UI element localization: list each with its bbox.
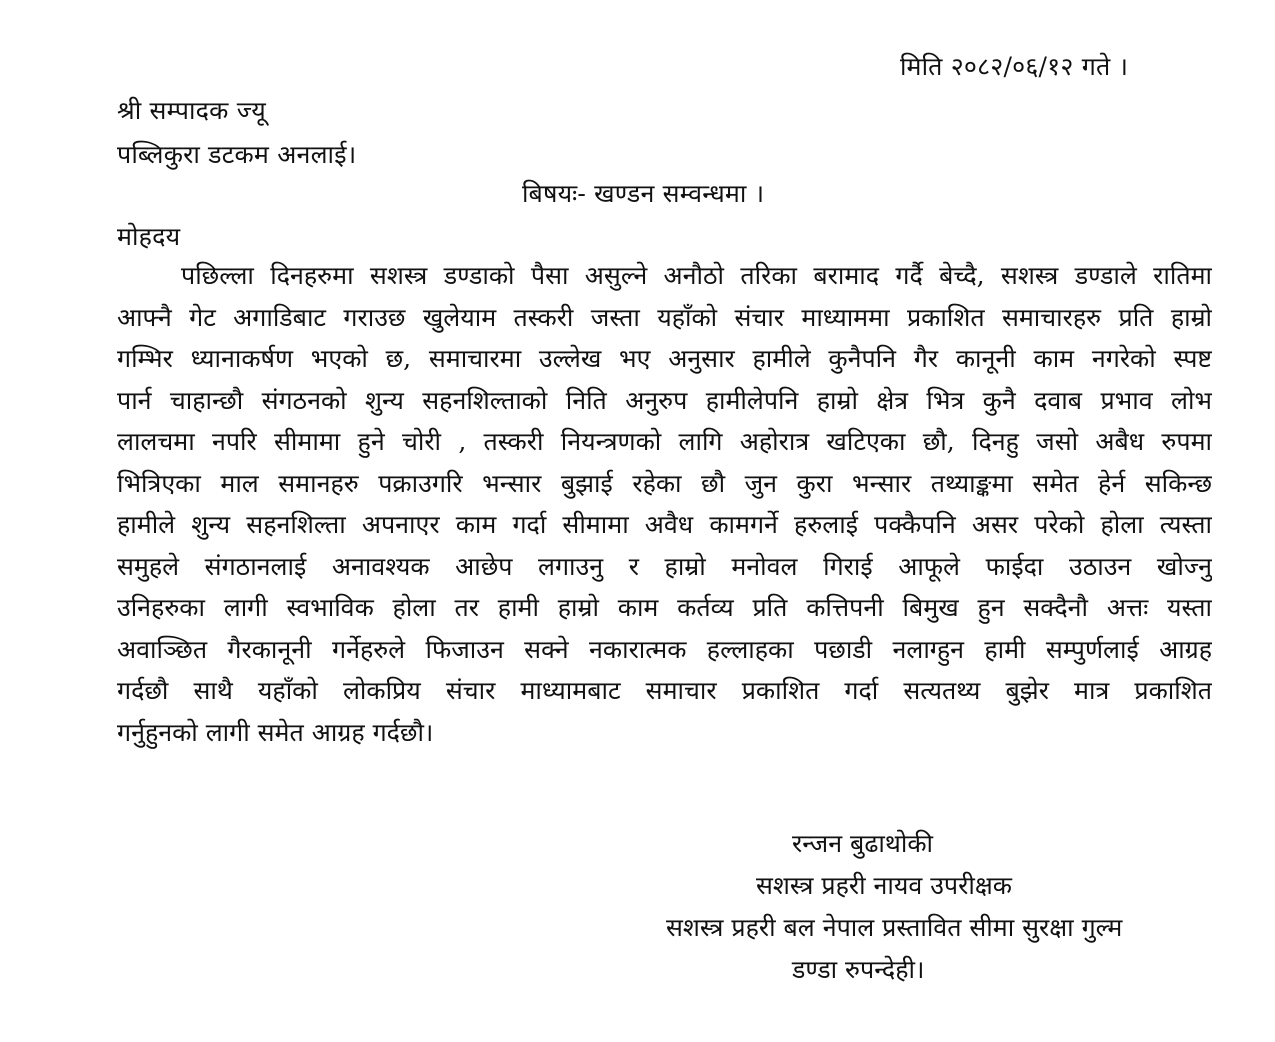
body-line: पार्न चाहान्छौ संगठनको शुन्य सहनशिल्ताको निति अनुरुप हामीलेपनि हाम्रो क्षेत्र भित्र कुनै दवाब प्रभाव लोभ [117, 385, 1212, 415]
letter-date: मिति २०८२/०६/१२ गते । [900, 52, 1129, 81]
body-line: पछिल्ला दिनहरुमा सशस्त्र डण्डाको पैसा असुल्ने अनौठो तरिका बरामाद गर्दै बेच्दै, सशस्त्र डण्डाले रातिमा [181, 261, 1212, 290]
signatory-place: डण्डा रुपन्देही। [792, 955, 925, 984]
body-line: भित्रिएका माल समानहरु पक्राउगरि भन्सार बुझाई रहेका छौ जुन कुरा भन्सार तथ्याङ्कमा समेत हेर्न सकिन्छ [117, 468, 1212, 498]
body-line: आफ्नै गेट अगाडिबाट गराउछ खुलेयाम तस्करी जस्ता यहाँको संचार माध्याममा प्रकाशित समाचारहरु प्रति हाम्रो [117, 302, 1212, 332]
letter-body [117, 255, 1212, 753]
body-line: गर्दछौ साथै यहाँको लोकप्रिय संचार माध्यामबाट समाचार प्रकाशित गर्दा सत्यतथ्य बुझेर मात्र प्रकाशित [117, 676, 1212, 705]
body-line: गम्भिर ध्यानाकर्षण भएको छ, समाचारमा उल्लेख भए अनुसार हामीले कुनैपनि गैर कानूनी काम नगरेको स्पष्ट [117, 344, 1212, 373]
recipient-line-1: श्री सम्पादक ज्यू [117, 96, 266, 125]
body-line: उनिहरुका लागी स्वभाविक होला तर हामी हाम्रो काम कर्तव्य प्रति कत्तिपनी बिमुख हुन सक्दैनौ अत्तः यस्ता [117, 593, 1212, 622]
signatory-name: रन्जन बुढाथोकी [792, 829, 933, 858]
signatory-title: सशस्त्र प्रहरी नायव उपरीक्षक [756, 871, 1012, 900]
body-line: अवाञ्छित गैरकानूनी गर्नेहरुले फिजाउन सक्ने नकारात्मक हल्लाहका पछाडी नलाग्हुन हामी सम्पुर्णलाई आग्रह [117, 634, 1212, 664]
letter-subject: बिषयः- खण्डन सम्वन्धमा । [522, 179, 765, 208]
body-line: हामीले शुन्य सहनशिल्ता अपनाएर काम गर्दा सीमामा अवैध कामगर्ने हरुलाई पक्कैपनि असर परेको होला त्यस्ता [117, 510, 1212, 539]
salutation: मोहदय [117, 222, 181, 251]
body-line: समुहले संगठानलाई अनावश्यक आछेप लगाउनु र हाम्रो मनोवल गिराई आफूले फाईदा उठाउन खोज्नु [117, 551, 1212, 581]
signatory-unit: सशस्त्र प्रहरी बल नेपाल प्रस्तावित सीमा सुरक्षा गुल्म [666, 913, 1123, 942]
body-line: गर्नुहुनको लागी समेत आग्रह गर्दछौ। [117, 717, 434, 747]
body-line: लालचमा नपरि सीमामा हुने चोरी , तस्करी नियन्त्रणको लागि अहोरात्र खटिएका छौ, दिनहु जसो अबैध रुपमा [117, 427, 1212, 456]
recipient-line-2: पब्लिकुरा डटकम अनलाई। [117, 140, 357, 169]
